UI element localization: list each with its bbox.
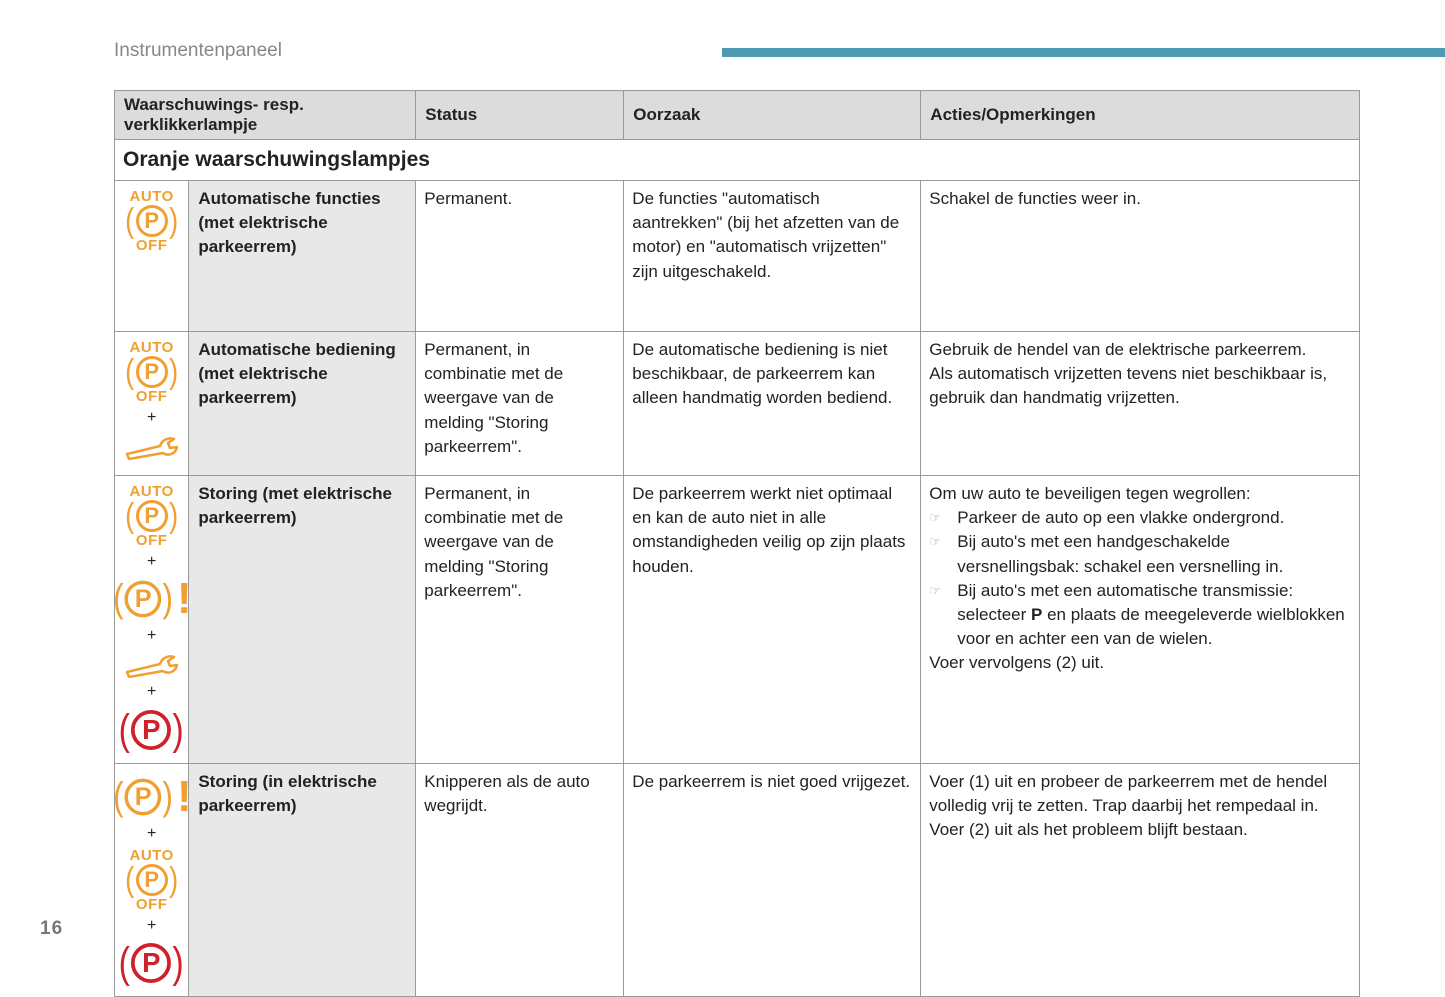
status-cell: Permanent, in combinatie met de weergave van de melding "Storing parkeerrem". <box>416 476 624 764</box>
auto-off-parking-brake-icon: AUTO ( P ) OFF <box>125 483 178 549</box>
cause-cell: De automatische bediening is niet beschikbaar, de parkeerrem kan alleen handmatig worden bediend. <box>624 332 921 476</box>
header-accent-bar <box>722 48 1445 57</box>
plus-sign: + <box>146 916 157 934</box>
lamp-icons-cell <box>113 763 192 996</box>
warning-lights-table <box>114 90 1360 997</box>
status-cell: Knipperen als de auto wegrijdt. <box>416 763 624 996</box>
parking-brake-red-icon <box>117 939 186 987</box>
action-line: Voer (1) uit en probeer de parkeerrem met de hendel volledig vrij te zetten. Trap daarbij het rempedaal in. <box>929 771 1328 815</box>
auto-off-parking-brake-icon: AUTO ( P ) OFF <box>125 188 178 254</box>
action-line: Gebruik de hendel van de elektrische parkeerrem. <box>929 340 1307 359</box>
section-title: Oranje waarschuwingslampjes <box>115 140 1360 181</box>
plus-sign: + <box>146 824 157 842</box>
bullet-item: ☞ Parkeer de auto op een vlakke ondergrond. <box>929 506 1351 530</box>
lamp-name: Storing (met elektrische parkeerrem) <box>189 476 416 764</box>
parking-brake-red-icon <box>117 705 186 754</box>
table-row <box>115 476 1360 764</box>
pointing-hand-icon: ☞ <box>929 510 941 526</box>
parking-brake-icon: ( P ) ! <box>113 575 192 624</box>
actions-cell <box>921 763 1360 996</box>
actions-cell <box>921 181 1360 332</box>
cause-cell: De functies "automatisch aantrekken" (bij het afzetten van de motor) en "automatisch vrijzetten" zijn uitgeschakeld. <box>624 181 921 332</box>
lamp-name: Storing (in elektrische parkeerrem) <box>189 763 416 996</box>
page-header-title: Instrumentenpaneel <box>114 40 282 61</box>
actions-outro: Voer vervolgens (2) uit. <box>929 653 1105 673</box>
lamp-icons-cell <box>115 332 189 476</box>
lamp-name: Automatische functies (met elektrische parkeerrem) <box>189 181 416 332</box>
parking-brake-fault-icon <box>113 772 192 821</box>
parking-brake-icon: ( P ) <box>118 939 185 987</box>
column-header-status: Status <box>416 91 624 140</box>
table-row <box>115 181 1360 332</box>
parking-brake-icon: ( P ) <box>125 353 178 391</box>
actions-cell <box>921 332 1360 476</box>
parking-brake-fault-icon <box>113 575 192 624</box>
plus-sign: + <box>146 553 157 570</box>
cause-cell: De parkeerrem is niet goed vrijgezet. <box>624 763 921 996</box>
action-line: Voer (2) uit als het probleem blijft bestaan. <box>929 820 1248 840</box>
lamp-icons-cell <box>113 476 192 764</box>
parking-brake-icon: ( P ) ! <box>113 772 192 821</box>
actions-cell <box>921 476 1360 764</box>
table-row <box>115 763 1360 996</box>
parking-brake-icon: ( P ) <box>125 202 178 240</box>
plus-sign: + <box>146 627 157 645</box>
pointing-hand-icon: ☞ <box>929 582 941 598</box>
action-line: Schakel de functies weer in. <box>929 189 1141 208</box>
auto-off-parking-brake-icon: AUTO ( P ) OFF <box>125 339 178 405</box>
status-cell: Permanent. <box>416 181 624 332</box>
parking-brake-icon: ( P ) <box>125 860 178 899</box>
bullet-item: ☞ Bij auto's met een automatische transmissie: selecteer P en plaats de meegeleverde wielblokken voor en achter een van de wielen. <box>929 579 1351 652</box>
lamp-icons-cell <box>115 181 189 332</box>
table-header-row <box>115 91 1360 140</box>
cause-cell: De parkeerrem werkt niet optimaal en kan de auto niet in alle omstandigheden veilig op zijn plaats houden. <box>624 476 921 764</box>
wrench-icon <box>117 432 186 460</box>
parking-brake-icon: ( P ) <box>125 497 178 535</box>
parking-brake-icon: ( P ) <box>118 705 185 754</box>
plus-sign: + <box>146 683 157 701</box>
actions-intro: Om uw auto te beveiligen tegen wegrollen: <box>929 484 1251 503</box>
bullet-item: ☞ Bij auto's met een handgeschakelde versnellingsbak: schakel een versnelling in. <box>929 530 1351 578</box>
wrench-icon <box>117 650 186 678</box>
pointing-hand-icon: ☞ <box>929 534 941 550</box>
lamp-name: Automatische bediening (met elektrische parkeerrem) <box>189 332 416 476</box>
plus-sign: + <box>146 409 157 426</box>
column-header-cause: Oorzaak <box>624 91 921 140</box>
status-cell: Permanent, in combinatie met de weergave van de melding "Storing parkeerrem". <box>416 332 624 476</box>
section-row <box>115 140 1360 181</box>
auto-off-parking-brake-icon: AUTO ( P ) OFF <box>125 846 178 913</box>
table-row <box>115 332 1360 476</box>
column-header-lamp: Waarschuwings- resp. verklikkerlampje <box>115 91 416 140</box>
action-line: Als automatisch vrijzetten tevens niet beschikbaar is, gebruik dan handmatig vrijzetten. <box>929 364 1328 408</box>
column-header-actions: Acties/Opmerkingen <box>921 91 1360 140</box>
page-number: 16 <box>40 918 64 939</box>
